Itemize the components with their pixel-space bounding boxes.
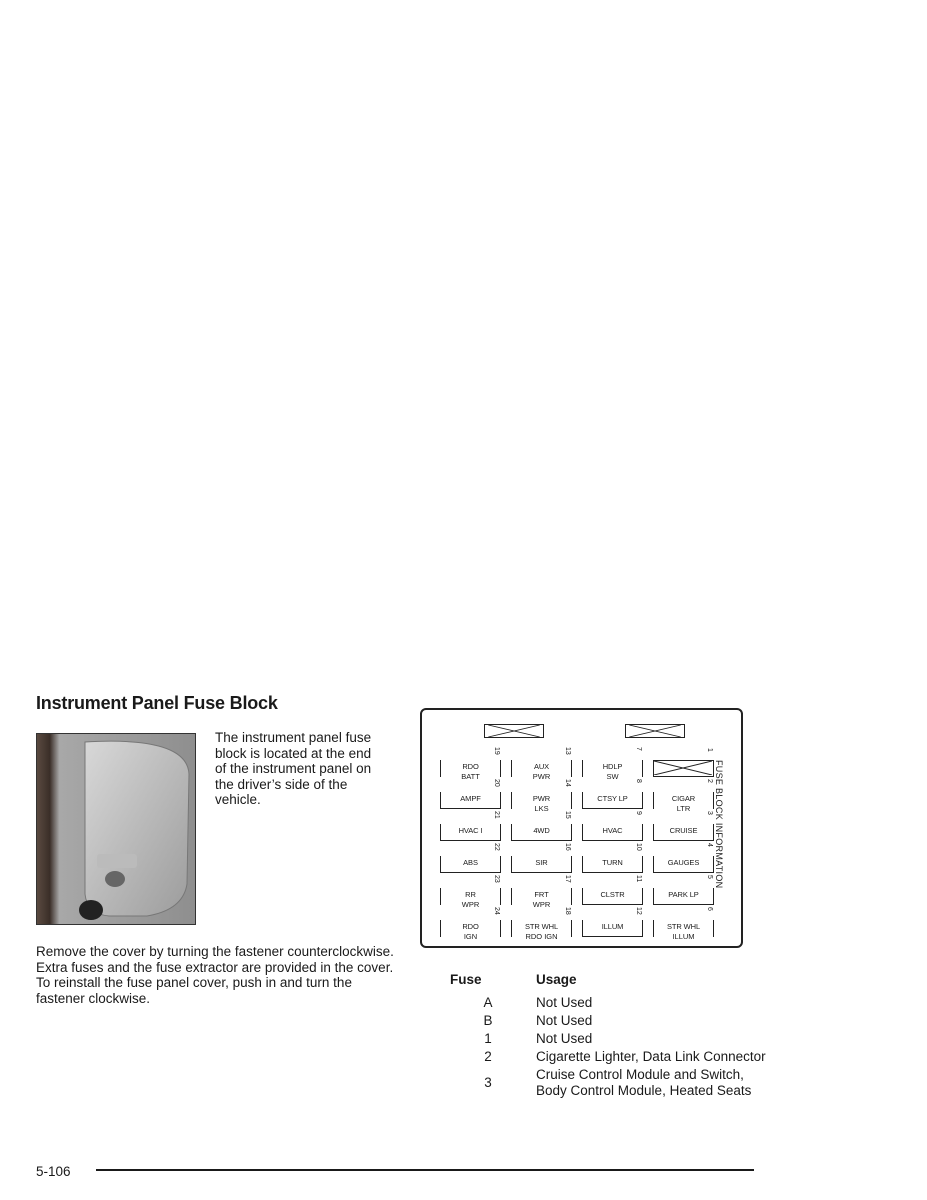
fuse-slot-3: [653, 811, 714, 841]
empty-fuse-icon: [654, 761, 712, 775]
fuse-label: HVAC I: [458, 826, 483, 835]
fuse-label: GAUGES: [667, 858, 700, 867]
usage-column-header: Usage: [536, 972, 577, 987]
fuse-slot-22: [440, 843, 501, 873]
fuse-number: 10: [635, 843, 642, 851]
fuse-label: RR: [465, 890, 476, 899]
fuse-id: A: [483, 995, 493, 1010]
fuse-label: CIGAR: [671, 794, 696, 803]
fuse-number: 20: [493, 779, 500, 787]
fuse-slot-14: [511, 779, 572, 813]
fuse-label: FRT: [534, 890, 549, 899]
fuse-panel-cover-photo: [36, 733, 196, 925]
instructions-paragraph: Remove the cover by turning the fastener counterclockwise. Extra fuses and the fuse extractor are provided in the cover. To reinstall the fuse panel cover, push in and turn the fastener clockwise.: [36, 944, 394, 1006]
fuse-label: HVAC: [602, 826, 623, 835]
fuse-label: SIR: [535, 858, 548, 867]
fuse-number: 13: [564, 747, 571, 755]
fuse-column-header: Fuse: [450, 972, 482, 987]
fuse-label: RDO: [462, 922, 479, 931]
fuse-label: CTSY LP: [597, 794, 628, 803]
fuse-label: PWR: [532, 794, 551, 803]
table-row: [440, 1030, 766, 1048]
fuse-label: ILLUM: [601, 922, 624, 931]
fuse-slot-19: [440, 747, 501, 781]
fuse-block-diagram: [420, 708, 743, 948]
fuse-number: 22: [493, 843, 500, 851]
fuse-number: 9: [635, 811, 642, 815]
fuse-label: AMPF: [460, 794, 481, 803]
fuse-label: AUX: [533, 762, 550, 771]
page-number: 5-106: [36, 1164, 71, 1179]
fuse-number: 1: [706, 748, 713, 752]
fuse-slot-6: [653, 907, 714, 941]
fuse-number: 6: [706, 907, 713, 911]
fuse-number: 16: [564, 843, 571, 851]
fuse-slot-18: [511, 907, 572, 941]
fuse-slot-23: [440, 875, 501, 909]
fuse-number: 2: [706, 779, 713, 783]
fuse-id: 3: [484, 1075, 492, 1090]
fuse-label-line2: ILLUM: [654, 933, 713, 941]
fuse-number: 24: [493, 907, 500, 915]
fuse-slot-15: [511, 811, 572, 841]
fuse-usage: Cigarette Lighter, Data Link Connector: [536, 1049, 766, 1064]
fuse-label-line2: LKS: [512, 805, 571, 813]
table-row: [440, 1066, 766, 1100]
fuse-label-line2: SW: [583, 773, 642, 781]
fuse-id: 1: [484, 1031, 492, 1046]
fuse-slot-9: [582, 811, 643, 841]
fuse-slot-24: [440, 907, 501, 941]
fuse-number: 18: [564, 907, 571, 915]
fuse-label-line2: LTR: [654, 805, 713, 813]
fuse-number: 15: [564, 811, 571, 819]
fuse-label: STR WHL: [524, 922, 559, 931]
fuse-slot-2: [653, 779, 714, 813]
fuse-slot-20: [440, 779, 501, 809]
table-row: [440, 1012, 766, 1030]
fuse-id: 2: [484, 1049, 492, 1064]
fuse-number: 19: [493, 747, 500, 755]
fuse-slot-21: [440, 811, 501, 841]
fuse-label: CLSTR: [600, 890, 625, 899]
fuse-label-line2: BATT: [441, 773, 500, 781]
fuse-label-line2: PWR: [512, 773, 571, 781]
fuse-number: 23: [493, 875, 500, 883]
fuse-number: 3: [706, 811, 713, 815]
fuse-number: 11: [635, 875, 642, 883]
fuse-id: B: [483, 1013, 493, 1028]
fuse-slot-7: [582, 747, 643, 781]
spare-fuse-a: [484, 724, 544, 738]
fuse-number: 12: [635, 907, 642, 915]
fuse-slot-5: [653, 875, 714, 905]
fuse-label: RDO: [462, 762, 479, 771]
fuse-slot-13: [511, 747, 572, 781]
fuse-label: PARK LP: [668, 890, 699, 899]
table-row: [440, 1048, 766, 1066]
fuse-number: 7: [635, 747, 642, 751]
fuse-label: STR WHL: [666, 922, 701, 931]
fuse-label-line2: WPR: [512, 901, 571, 909]
fuse-label: CRUISE: [669, 826, 698, 835]
fuse-number: 5: [706, 875, 713, 879]
fuse-slot-4: [653, 843, 714, 873]
fuse-slot-10: [582, 843, 643, 873]
footer-rule: [96, 1169, 754, 1171]
fuse-label: HDLP: [602, 762, 623, 771]
fuse-number: 14: [564, 779, 571, 787]
section-heading: Instrument Panel Fuse Block: [36, 693, 278, 713]
fuse-label: ABS: [463, 858, 478, 867]
fuse-number: 21: [493, 811, 500, 819]
spare-fuse-b: [625, 724, 685, 738]
fuse-slot-11: [582, 875, 643, 905]
fuse-slot-8: [582, 779, 643, 809]
fuse-slot-12: [582, 907, 643, 937]
fuse-usage-table: [440, 970, 766, 1100]
fuse-usage: Not Used: [536, 1013, 593, 1028]
fuse-slot-17: [511, 875, 572, 909]
fuse-number: 17: [564, 875, 571, 883]
fuse-label: TURN: [602, 858, 623, 867]
fuse-number: 8: [635, 779, 642, 783]
fuse-label: 4WD: [533, 826, 550, 835]
fuse-label-line2: WPR: [441, 901, 500, 909]
fuse-usage: Not Used: [536, 1031, 593, 1046]
fuse-label-line2: IGN: [441, 933, 500, 941]
fuse-slot-1: [653, 748, 714, 777]
fuse-label-line2: RDO IGN: [512, 933, 571, 941]
fuse-number: 4: [706, 843, 713, 847]
fuse-block-title: FUSE BLOCK INFORMATION: [714, 760, 724, 889]
intro-paragraph: The instrument panel fuse block is located at the end of the instrument panel on the driver’s side of the vehicle.: [215, 730, 372, 807]
fuse-slot-16: [511, 843, 572, 873]
table-row: [440, 994, 766, 1012]
fuse-usage: Not Used: [536, 995, 593, 1010]
fuse-usage: Cruise Control Module and Switch, Body Control Module, Heated Seats: [536, 1067, 752, 1098]
